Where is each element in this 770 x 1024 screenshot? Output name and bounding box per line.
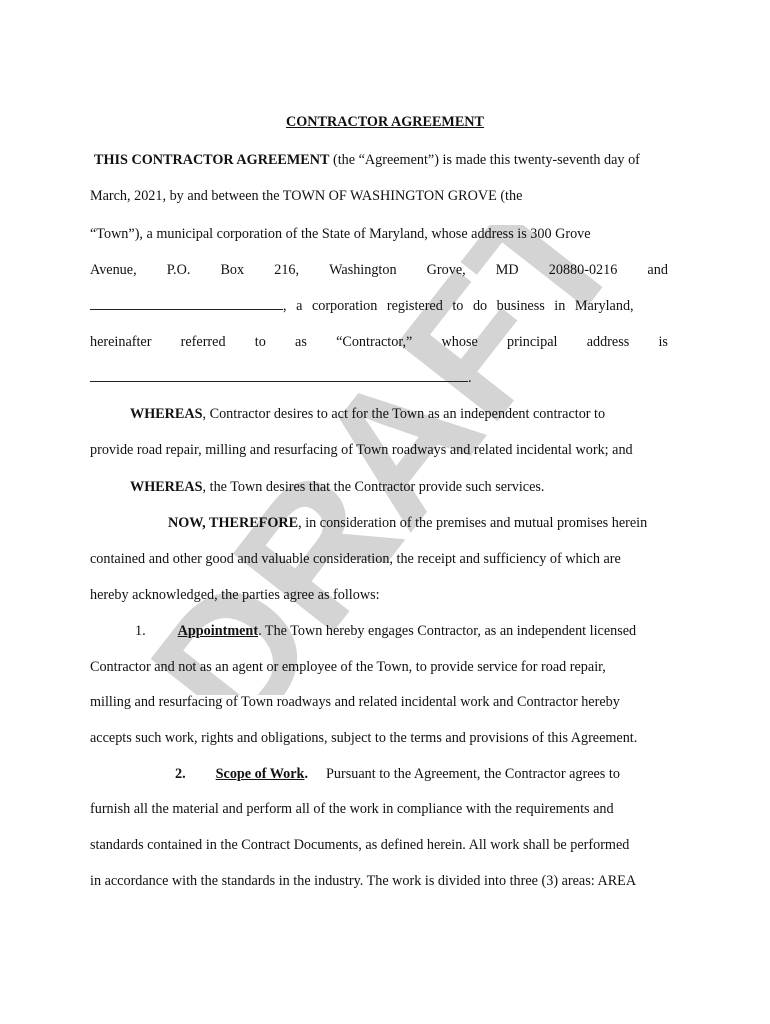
section1-number: 1. [135, 623, 146, 639]
intro-line-7: . [90, 369, 682, 387]
watermark-text: DRAFT [150, 225, 620, 695]
therefore-line-3: hereby acknowledged, the parties agree as follows: [90, 587, 380, 603]
whereas1-line-1: WHEREAS, Contractor desires to act for the Town as an independent contractor to [130, 406, 606, 422]
whereas2-line: WHEREAS, the Town desires that the Contractor provide such services. [130, 479, 545, 495]
intro-line-5: , a corporation registered to do business in Maryland, [90, 297, 682, 315]
section2-number: 2. [175, 766, 186, 782]
contractor-name-blank[interactable] [90, 297, 283, 310]
therefore-line-1: NOW, THEREFORE, in consideration of the premises and mutual promises herein [168, 515, 648, 531]
intro-line-6: hereinafter referred to as “Contractor,” whose principal address is [90, 334, 668, 350]
section2-line-3: standards contained in the Contract Documents, as defined herein. All work shall be performed [90, 837, 630, 853]
intro-lead: THIS CONTRACTOR AGREEMENT [94, 152, 330, 168]
intro-line-2: March, 2021, by and between the TOWN OF WASHINGTON GROVE (the [90, 188, 523, 204]
section1-heading: Appointment [177, 623, 259, 639]
document-title: CONTRACTOR AGREEMENT [286, 114, 484, 130]
section1-line-1: 1. Appointment. The Town hereby engages Contractor, as an independent licensed [135, 623, 637, 639]
section2-line-2: furnish all the material and perform all of the work in compliance with the requirements and [90, 801, 614, 817]
intro-line-1: THIS CONTRACTOR AGREEMENT (the “Agreement”) is made this twenty-seventh day of [94, 152, 640, 168]
whereas1-line-2: provide road repair, milling and resurfacing of Town roadways and related incidental work; and [90, 442, 633, 458]
intro-line-4: Avenue, P.O. Box 216, Washington Grove, MD 20880-0216 and [90, 262, 668, 278]
section2-line-4: in accordance with the standards in the industry. The work is divided into three (3) areas: AREA [90, 873, 637, 889]
therefore-line-2: contained and other good and valuable consideration, the receipt and sufficiency of which are [90, 551, 621, 567]
section2-line-1: 2. Scope of Work. Pursuant to the Agreement, the Contractor agrees to [175, 766, 620, 782]
section1-line-3: milling and resurfacing of Town roadways and related incidental work and Contractor hereby [90, 694, 620, 710]
contractor-address-blank[interactable] [90, 369, 468, 382]
section2-heading: Scope of Work [215, 766, 305, 782]
section1-line-4: accepts such work, rights and obligations, subject to the terms and provisions of this Agreement. [90, 730, 638, 746]
section1-line-2: Contractor and not as an agent or employee of the Town, to provide service for road repair, [90, 659, 606, 675]
intro-line-3: “Town”), a municipal corporation of the State of Maryland, whose address is 300 Grove [90, 226, 591, 242]
